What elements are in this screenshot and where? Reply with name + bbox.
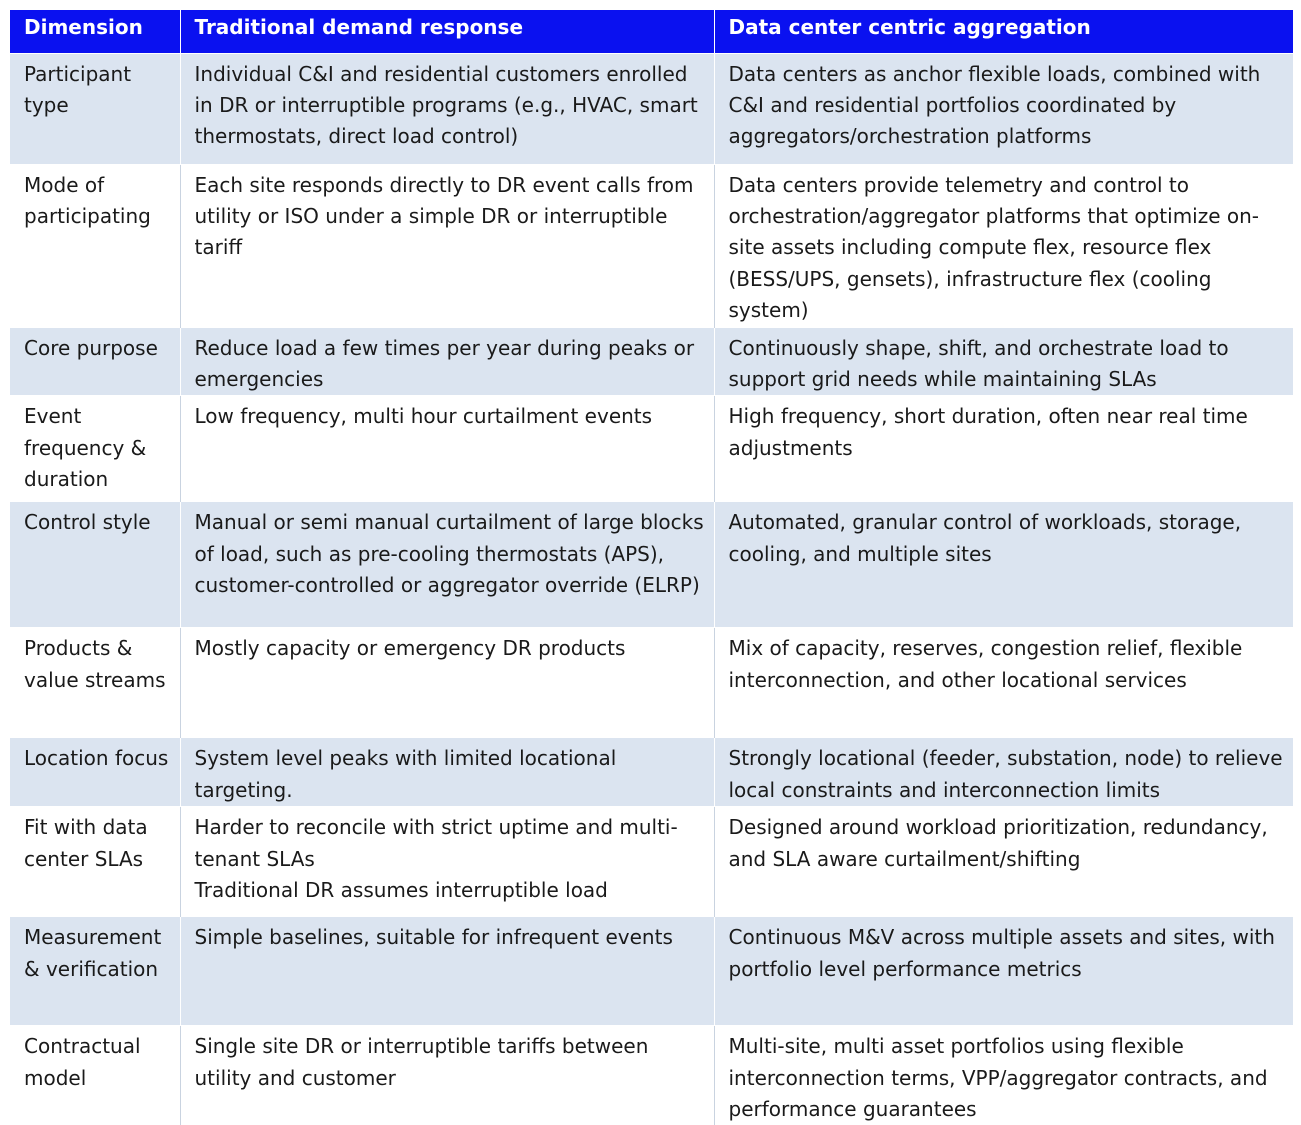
table-row	[10, 917, 1293, 1026]
dimension-cell: Location focus	[10, 738, 180, 807]
traditional-cell: Each site responds directly to DR event calls from utility or ISO under a simple DR or interruptible tariff	[180, 164, 714, 327]
header-datacenter: Data center centric aggregation	[714, 10, 1293, 53]
table-row	[10, 327, 1293, 396]
datacenter-cell: Continuously shape, shift, and orchestrate load to support grid needs while maintaining SLAs	[714, 327, 1293, 396]
dimension-cell: Contractual model	[10, 1026, 180, 1125]
traditional-line: Harder to reconcile with strict uptime and multi-tenant SLAs	[194, 815, 678, 871]
table-row	[10, 1026, 1293, 1125]
datacenter-cell: High frequency, short duration, often near real time adjustments	[714, 396, 1293, 502]
table-row	[10, 53, 1293, 164]
table-row	[10, 164, 1293, 327]
datacenter-cell: Mix of capacity, reserves, congestion relief, flexible interconnection, and other locational services	[714, 628, 1293, 738]
datacenter-cell: Data centers as anchor flexible loads, combined with C&I and residential portfolios coordinated by aggregators/orchestration platforms	[714, 53, 1293, 164]
dimension-cell: Fit with data center SLAs	[10, 807, 180, 917]
table-row	[10, 628, 1293, 738]
datacenter-cell: Strongly locational (feeder, substation, node) to relieve local constraints and interconnection limits	[714, 738, 1293, 807]
datacenter-cell: Multi-site, multi asset portfolios using flexible interconnection terms, VPP/aggregator contracts, and performance guarantees	[714, 1026, 1293, 1125]
dimension-cell: Products & value streams	[10, 628, 180, 738]
traditional-line: Traditional DR assumes interruptible load	[194, 877, 608, 902]
dimension-cell: Control style	[10, 502, 180, 628]
header-dimension: Dimension	[10, 10, 180, 53]
header-row	[10, 10, 1293, 53]
dimension-cell: Mode of participating	[10, 164, 180, 327]
dimension-cell: Event frequency & duration	[10, 396, 180, 502]
datacenter-cell: Designed around workload prioritization, redundancy, and SLA aware curtailment/shifting	[714, 807, 1293, 917]
table-row	[10, 396, 1293, 502]
traditional-cell: Simple baselines, suitable for infrequent events	[180, 917, 714, 1026]
traditional-cell: Low frequency, multi hour curtailment events	[180, 396, 714, 502]
dimension-cell: Core purpose	[10, 327, 180, 396]
traditional-cell: Manual or semi manual curtailment of large blocks of load, such as pre-cooling thermostats (APS), customer-controlled or aggregator override (ELRP)	[180, 502, 714, 628]
dimension-cell: Participant type	[10, 53, 180, 164]
header-traditional: Traditional demand response	[180, 10, 714, 53]
table-row	[10, 502, 1293, 628]
traditional-cell	[180, 807, 714, 917]
datacenter-cell: Continuous M&V across multiple assets and sites, with portfolio level performance metrics	[714, 917, 1293, 1026]
traditional-cell: Mostly capacity or emergency DR products	[180, 628, 714, 738]
datacenter-cell: Data centers provide telemetry and control to orchestration/aggregator platforms that optimize on-site assets including compute flex, resource flex (BESS/UPS, gensets), infrastructure flex (cooling system)	[714, 164, 1293, 327]
datacenter-cell: Automated, granular control of workloads, storage, cooling, and multiple sites	[714, 502, 1293, 628]
comparison-table	[10, 10, 1293, 1125]
traditional-cell: Single site DR or interruptible tariffs between utility and customer	[180, 1026, 714, 1125]
traditional-cell: Individual C&I and residential customers enrolled in DR or interruptible programs (e.g., HVAC, smart thermostats, direct load control)	[180, 53, 714, 164]
table-row	[10, 738, 1293, 807]
table-row	[10, 807, 1293, 917]
dimension-cell: Measurement & verification	[10, 917, 180, 1026]
traditional-cell: System level peaks with limited locational targeting.	[180, 738, 714, 807]
traditional-cell: Reduce load a few times per year during peaks or emergencies	[180, 327, 714, 396]
